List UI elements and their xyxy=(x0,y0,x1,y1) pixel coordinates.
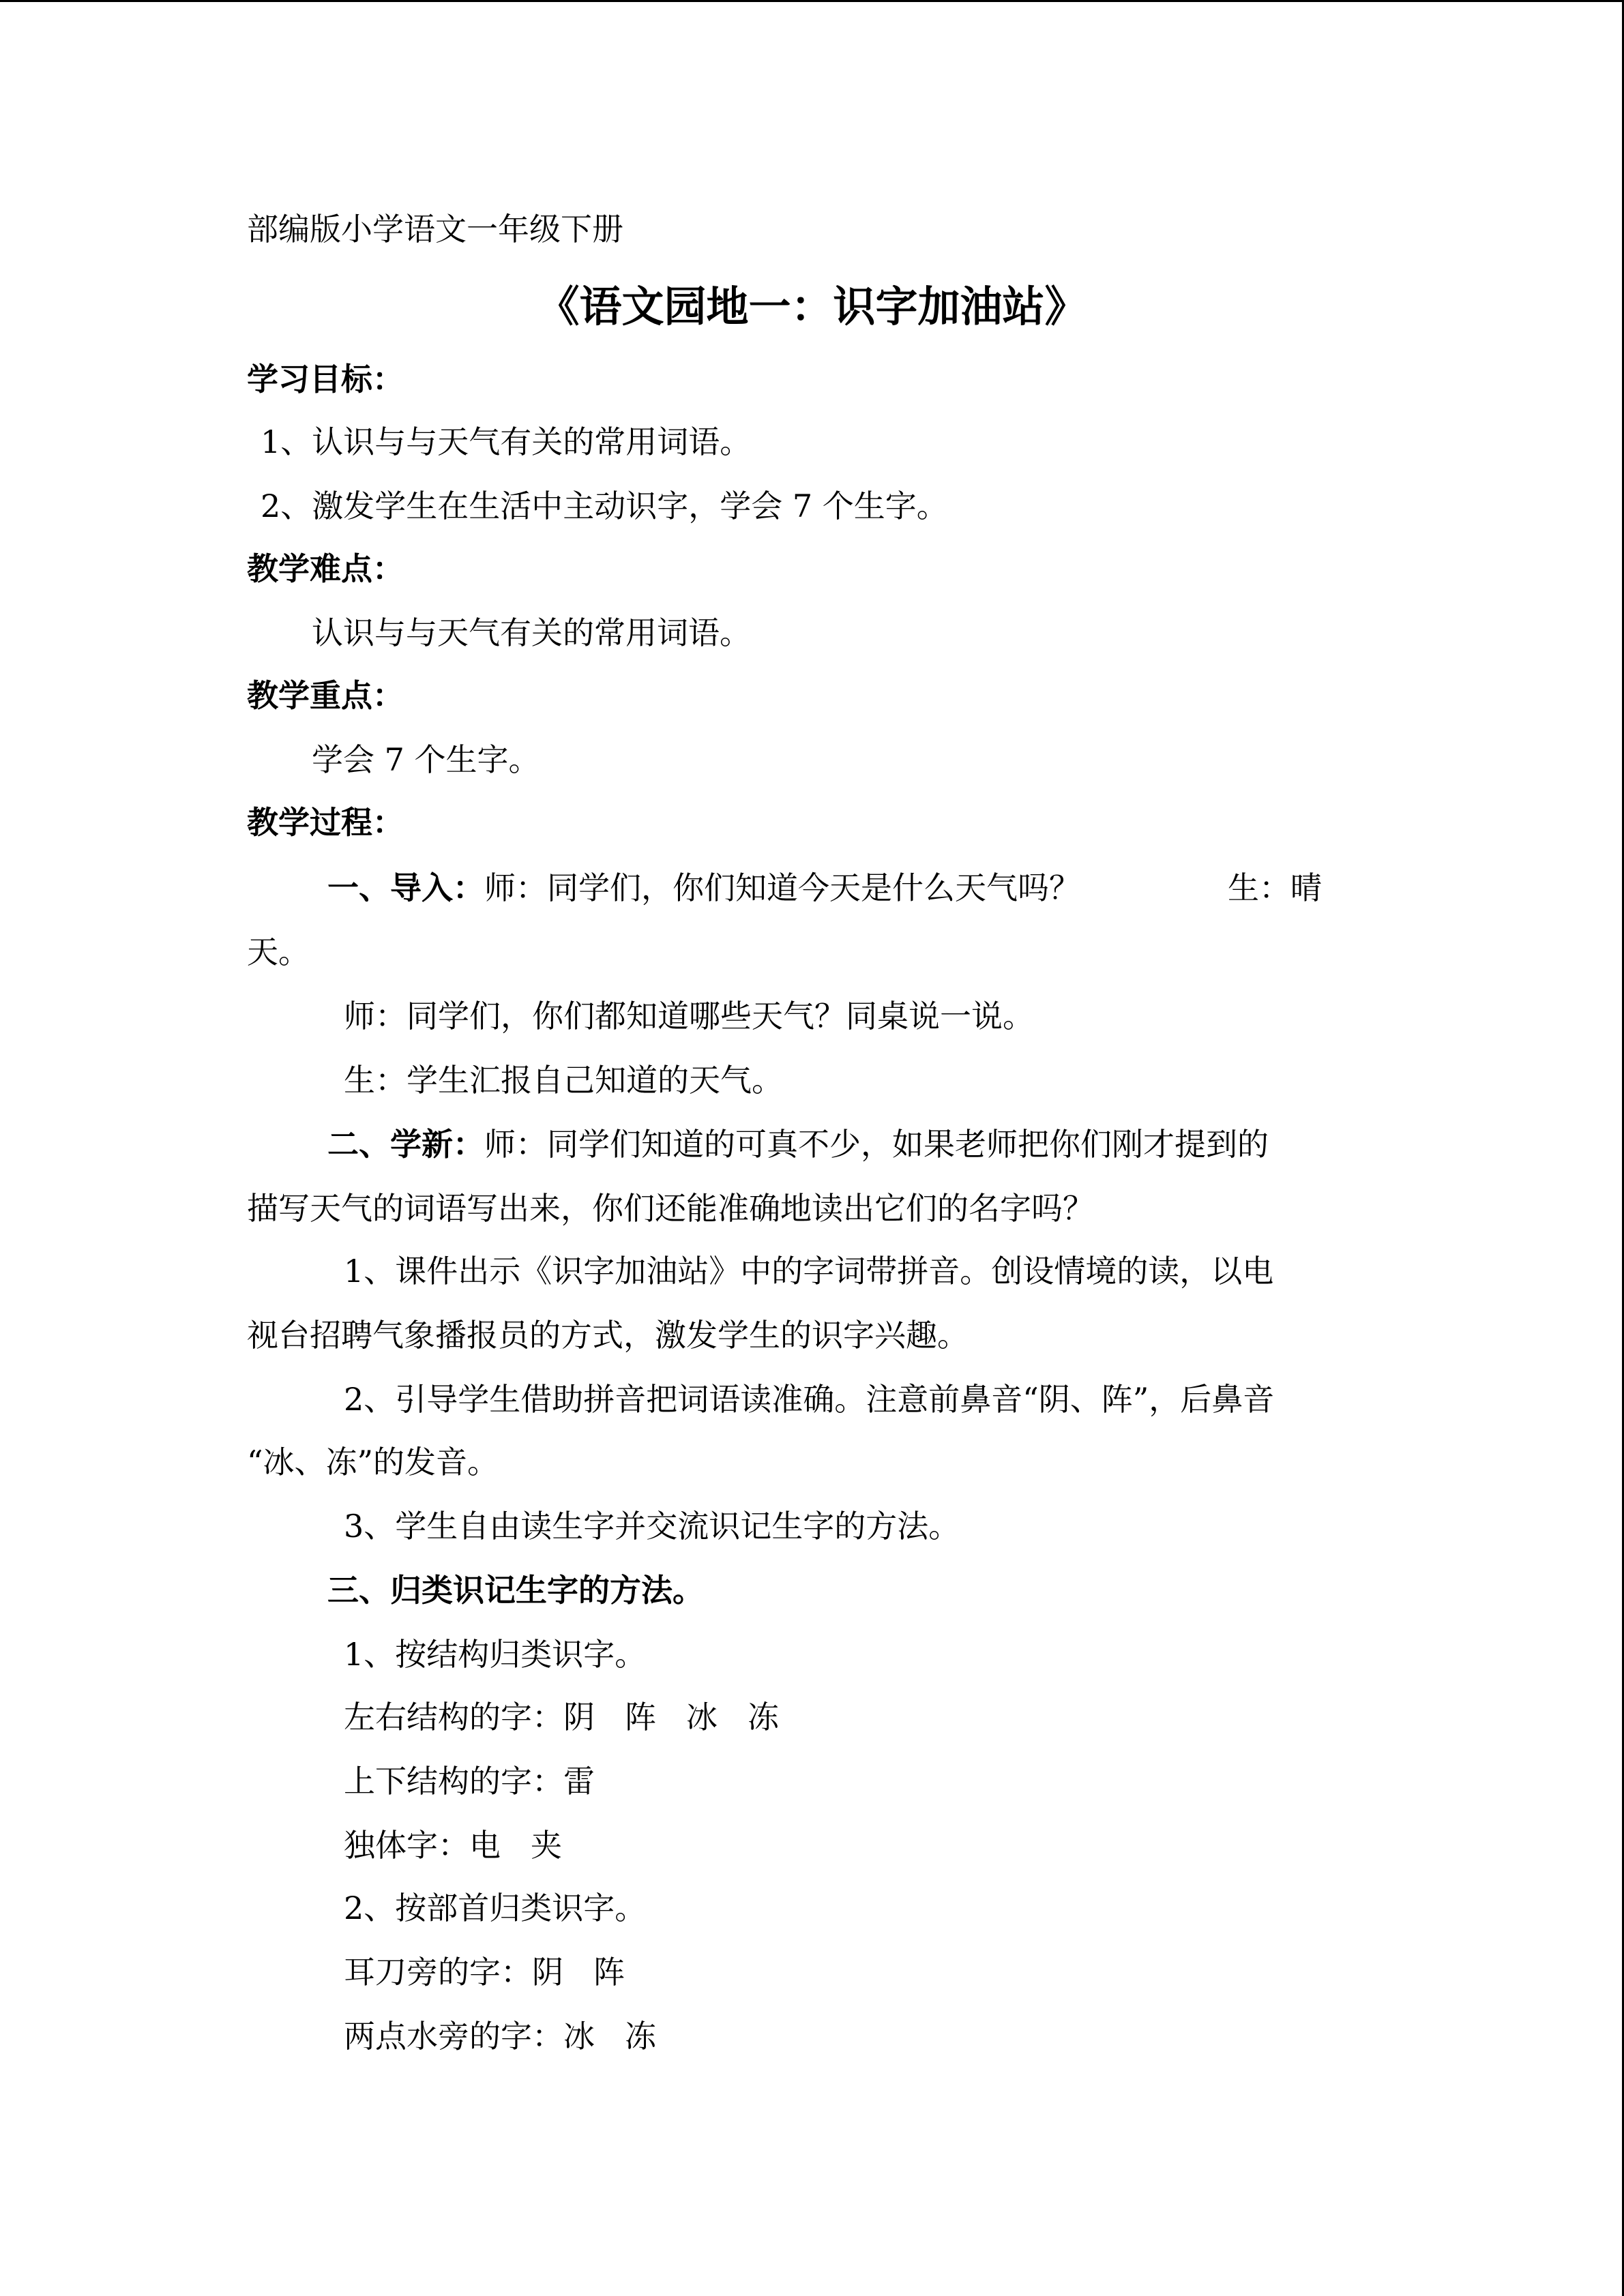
char: 阴 xyxy=(532,1954,563,1991)
document-title: 《语文园地一：识字加油站》 xyxy=(537,282,1087,331)
document-subtitle: 部编版小学语文一年级下册 xyxy=(247,211,623,248)
single-structure-row xyxy=(344,1825,562,1866)
classify-by-structure: 1、按结构归类识字。 xyxy=(344,1636,647,1673)
new-lesson-label: 二、学新： xyxy=(327,1126,484,1163)
new-lesson-line-2: 描写天气的词语写出来，你们还能准确地读出它们的名字吗？ xyxy=(247,1190,1094,1227)
left-right-label: 左右结构的字： xyxy=(344,1699,563,1735)
char: 阵 xyxy=(593,1954,625,1991)
intro-label: 一、导入： xyxy=(327,869,484,906)
classify-heading: 三、归类识记生字的方法。 xyxy=(327,1572,704,1609)
step-1-line-1: 1、课件出示《识字加油站》中的字词带拼音。创设情境的读，以电 xyxy=(344,1253,1274,1289)
objective-item-2: 2、激发学生在生活中主动识字，学会 7 个生字。 xyxy=(261,488,948,524)
step-2-line-2: “冰、冻”的发音。 xyxy=(247,1444,499,1480)
water-radical-row xyxy=(344,2016,656,2057)
water-radical-label: 两点水旁的字： xyxy=(344,2018,563,2055)
intro-student-answer-start: 生：晴 xyxy=(1228,869,1322,906)
new-lesson-paragraph xyxy=(327,1124,1269,1165)
char: 冰 xyxy=(563,2018,595,2055)
step-2-line-1: 2、引导学生借助拼音把词语读准确。注意前鼻音“阴、阵”，后鼻音 xyxy=(344,1381,1275,1418)
single-label: 独体字： xyxy=(344,1827,469,1864)
intro-student-answer-2: 生：学生汇报自己知道的天气。 xyxy=(344,1062,783,1099)
char: 电 xyxy=(469,1827,501,1864)
objectives-heading: 学习目标： xyxy=(247,361,404,398)
step-1-line-2: 视台招聘气象播报员的方式，激发学生的识字兴趣。 xyxy=(247,1317,969,1354)
char: 阵 xyxy=(625,1699,656,1735)
difficulty-heading: 教学难点： xyxy=(247,550,404,587)
char: 冻 xyxy=(625,2018,656,2055)
char: 冰 xyxy=(686,1699,718,1735)
char: 阴 xyxy=(563,1699,595,1735)
objective-item-1: 1、认识与与天气有关的常用词语。 xyxy=(261,423,752,460)
classify-by-radical: 2、按部首归类识字。 xyxy=(344,1890,647,1926)
key-point-heading: 教学重点： xyxy=(247,677,404,714)
ear-radical-row xyxy=(344,1952,625,1993)
new-lesson-line-1: 师：同学们知道的可真不少，如果老师把你们刚才提到的 xyxy=(484,1126,1269,1163)
intro-student-answer-end: 天。 xyxy=(247,934,310,970)
step-3: 3、学生自由读生字并交流识记生字的方法。 xyxy=(344,1508,960,1545)
char: 雷 xyxy=(563,1763,595,1800)
intro-paragraph xyxy=(327,867,1080,908)
ear-radical-label: 耳刀旁的字： xyxy=(344,1954,532,1991)
intro-teacher-question: 师：同学们，你们知道今天是什么天气吗？ xyxy=(484,869,1080,906)
char: 夹 xyxy=(531,1827,562,1864)
left-right-structure-row xyxy=(344,1697,779,1738)
intro-teacher-question-2: 师：同学们，你们都知道哪些天气？同桌说一说。 xyxy=(344,998,1034,1034)
char: 冻 xyxy=(748,1699,779,1735)
top-bottom-label: 上下结构的字： xyxy=(344,1763,563,1800)
key-point-text: 学会 7 个生字。 xyxy=(312,741,540,778)
process-heading: 教学过程： xyxy=(247,804,404,841)
top-bottom-structure-row xyxy=(344,1761,595,1802)
difficulty-text: 认识与与天气有关的常用词语。 xyxy=(312,614,751,651)
